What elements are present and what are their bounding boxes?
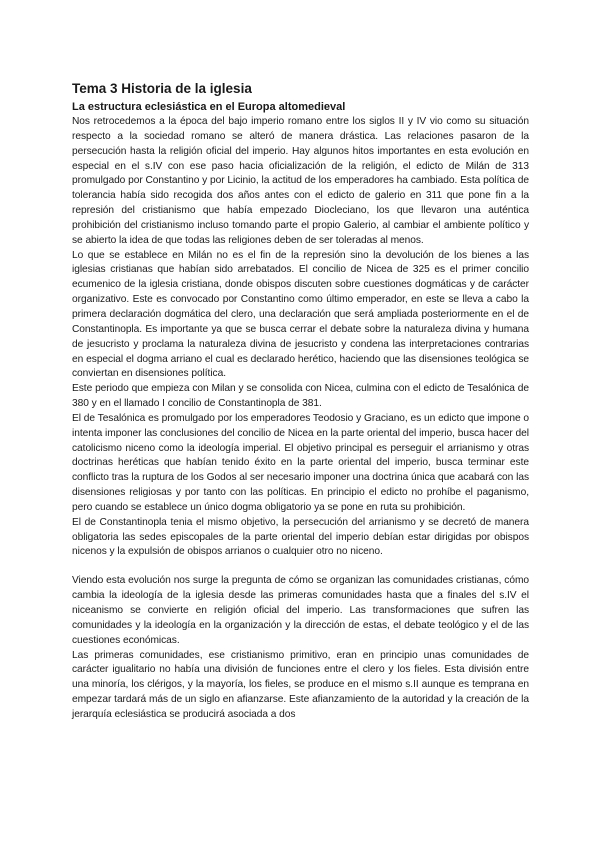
paragraph-7: Las primeras comunidades, ese cristianismo primitivo, eran en principio unas comunidades de carácter igualitario no había una división de funciones entre el clero y los fieles. Esta división entre una minoría, los clérigos, y la mayoría, los fieles, se produce en el mismo s.II aunque es temprana en empezar tardará más de un siglo en afianzarse. Este afianzamiento de la autoridad y la creación de la jerarquía eclesiástica se producirá asociada a dos: [72, 649, 529, 720]
paragraph-5: El de Constantinopla tenia el mismo objetivo, la persecución del arrianismo y se decretó de manera obligatoria las sedes episcopales de la parte oriental del imperio debían estar dirigidas por obispos nicenos y la expulsión de obispos arrianos o cualquier otro no niceno.: [72, 516, 529, 558]
paragraph-1: Nos retrocedemos a la época del bajo imperio romano entre los siglos II y IV vio como su situación respecto a la sociedad romano se alteró de manera drástica. Las relaciones pasaron de la persecución hasta la religión oficial del imperio. Hay algunos hitos importantes en esta evolución en especial en el s.IV con ese paso hacia oficialización de la religión, el edicto de Milán de 313 promulgado por Constantino y por Licinio, la actitud de los emperadores ha cambiado. Esta política de tolerancia había sido recogida dos años antes con el edicto de galerio en 311 que pone fin a la represión del cristianismo que había empezado Diocleciano, los que llevaron una auténtica prohibición del cristianismo incluso tomando parte el propio Galerio, al cambiar el ambiente político y se abierto la idea de que todas las religiones deben de ser toleradas al menos.: [72, 116, 529, 246]
paragraph-3: Este periodo que empieza con Milan y se consolida con Nicea, culmina con el edicto de Tesalónica de 380 y en el llamado I concilio de Constantinopla de 381.: [72, 383, 529, 410]
paragraph-4: El de Tesalónica es promulgado por los emperadores Teodosio y Graciano, es un edicto que impone o intenta imponer las conclusiones del concilio de Nicea en la parte oriental del imperio, busca hacer del catolicismo niceno como la ideología imperial. El objetivo principal es perseguir el arrianismo y otras doctrinas heréticas que habían tenido éxito en la parte oriental del imperio, busca terminar este conflicto tras la ruptura de los Godos al ser necesario imponer una doctrina única que acabará con las disensiones religiosas y por tanto con las políticas. En principio el edicto no prohíbe el paganismo, pero cuando se establece un único dogma obligatorio ya se pone en ruta su prohibición.: [72, 412, 529, 513]
section-heading: La estructura eclesiástica en el Europa altomedieval: [72, 101, 346, 113]
paragraph-2: Lo que se establece en Milán no es el fin de la represión sino la devolución de los bienes a las iglesias cristianas que habían sido arrebatados. El concilio de Nicea de 325 es el primer concilio ecumenico de la iglesia cristiana, donde obispos discuten sobre cuestiones dogmáticas y de carácter organizativo. Este es convocado por Constantino como último emperador, en este se lleva a cabo la primera declaración dogmática del clero, una declaración que será ampliada posteriormente en el de Constantinopla. Es importante ya que se busca cerrar el debate sobre la naturaleza divina y humana de jesucristo y proclama la naturaleza divina de jesucristo y condena las interpretaciones contrarias en especial el dogma arriano el cual es declarado herético, haciendo que las disensiones teológica se conviertan en disensiones política.: [72, 249, 529, 380]
paragraph-spacer: [72, 560, 529, 574]
document-page: [72, 80, 529, 723]
page-title: Tema 3 Historia de la iglesia: [72, 81, 252, 96]
paragraph-6: Viendo esta evolución nos surge la pregunta de cómo se organizan las comunidades cristianas, cómo cambia la ideología de la iglesia desde las primeras comunidades hasta que a finales del s.IV el niceanismo se convierte en religión oficial del imperio. Las transformaciones que sufren las comunidades y la ideología en la organización y la dirección de estas, el debate teológico y el de las cuestiones económicas.: [72, 575, 529, 646]
